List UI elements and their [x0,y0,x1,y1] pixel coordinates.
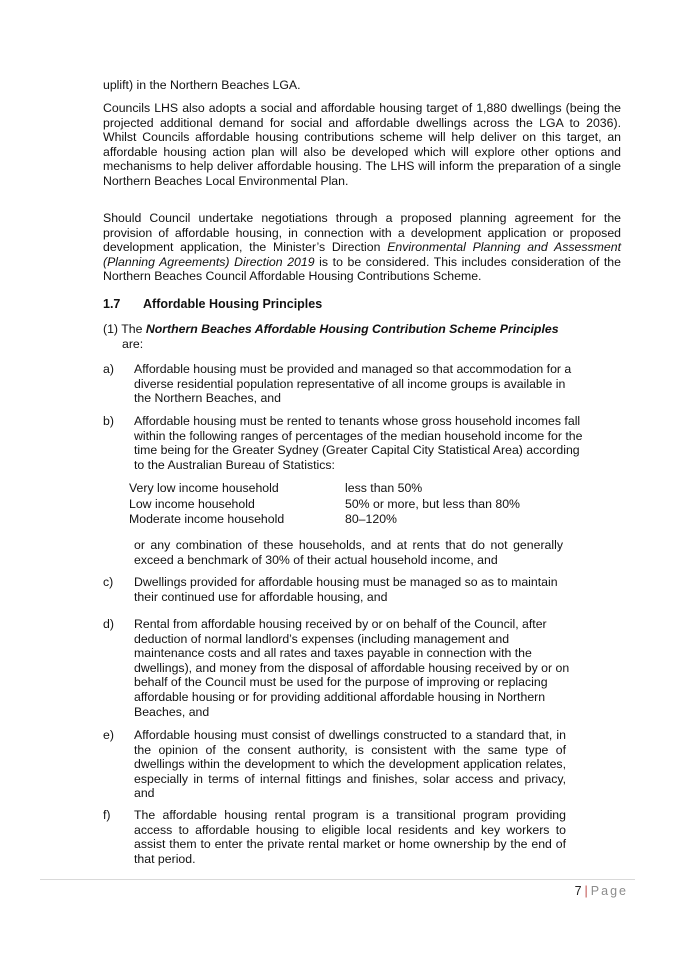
section-heading [103,297,322,312]
principle-marker: f) [103,808,111,822]
footer-separator: | [584,884,588,898]
principle-text: Dwellings provided for affordable housing must be managed so as to maintain their continued use for affordable housing, and [134,575,558,604]
income-category: Low income household [129,496,255,511]
income-category: Very low income household [129,481,279,495]
page-footer [575,884,628,899]
section-number: 1.7 [103,297,121,311]
ministers-direction-title: Environmental Planning and Assessment (Planning Agreements) Direction 2019 [103,240,622,269]
paragraph-lhs-target: Councils LHS also adopts a social and affordable housing target of 1,880 dwellings (being the projected additional demand for social and affordable dwellings across the LGA to 2036). Whilst Councils affordable housing contributions scheme will help deliver on this target, an affordable housing action plan will also be developed which will explore other options and mechanisms to help deliver affordable housing. The LHS will inform the preparation of a single Northern Beaches Local Environmental Plan. [103,101,621,188]
paragraph-uplift: uplift) in the Northern Beaches LGA. [103,78,301,92]
intro-lead: (1) The [103,322,146,336]
principle-b-continuation: or any combination of these households, and at rents that do not generally exceed a benchmark of 30% of their actual household income, and [134,538,563,567]
principle-marker: b) [103,414,114,428]
principle-marker: c) [103,575,114,589]
paragraph-planning-agreement-tail: is to be considered. This includes consideration of the Northern Beaches Council Affordable Housing Contributions Scheme. [103,254,621,284]
principle-marker: e) [103,728,114,742]
principle-marker: a) [103,362,114,376]
footer-divider [40,879,635,880]
principles-intro [103,322,603,351]
page-label: Page [590,884,628,898]
income-range: 80–120% [345,512,397,526]
income-category: Moderate income household [129,512,285,526]
principle-a [103,362,573,406]
scheme-principles-title: Northern Beaches Affordable Housing Contribution Scheme Principles [145,322,559,336]
principle-text: Affordable housing must consist of dwellings constructed to a standard that, in the opinion of the consent authority, is consistent with the same type of dwellings within the development to which the development application relates, especially in terms of internal fittings and finishes, solar access and privacy, and [134,728,566,801]
principle-c [103,575,573,604]
intro-tail: are: [122,336,144,351]
income-range: 50% or more, but less than 80% [345,496,520,511]
paragraph-planning-agreement-text: Should Council undertake negotiations through a proposed planning agreement for the provision of affordable housing, in connection with a development application or proposed development application, the Minister’s Direction [103,211,621,255]
principle-text: Affordable housing must be rented to tenants whose gross household incomes fall within the following ranges of percentages of the median household income for the time being for the Greater Sydney (Greater Capital City Statistical Area) according to the Australian Bureau of Statistics: [134,414,583,472]
principle-text: The affordable housing rental program is a transitional program providing access to affordable housing to eligible local residents and key workers to assist them to enter the private rental market or home ownership by the end of that period. [134,808,566,866]
principle-marker: d) [103,617,114,631]
principle-f [103,808,566,866]
paragraph-planning-agreement [103,211,621,284]
principle-d [103,617,573,719]
principle-b [103,414,585,472]
principle-text: Rental from affordable housing received by or on behalf of the Council, after deduction of normal landlord’s expenses (including management and maintenance costs and all rates and taxes payable in connection with the dwellings), and money from the disposal of affordable housing received by or on behalf of the Council must be used for the purpose of improving or replacing affordable housing or for providing additional affordable housing in Northern Beaches, and [134,617,570,719]
page-number: 7 [574,884,582,898]
principle-text: Affordable housing must be provided and managed so that accommodation for a diverse residential population representative of all income groups is available in the Northern Beaches, and [134,362,572,406]
income-range-row [129,481,549,497]
income-range: less than 50% [345,481,423,495]
section-title: Affordable Housing Principles [143,297,323,311]
principle-e [103,728,566,801]
income-ranges-table [129,481,549,528]
income-range-row [129,512,549,528]
income-range-row [129,497,549,513]
